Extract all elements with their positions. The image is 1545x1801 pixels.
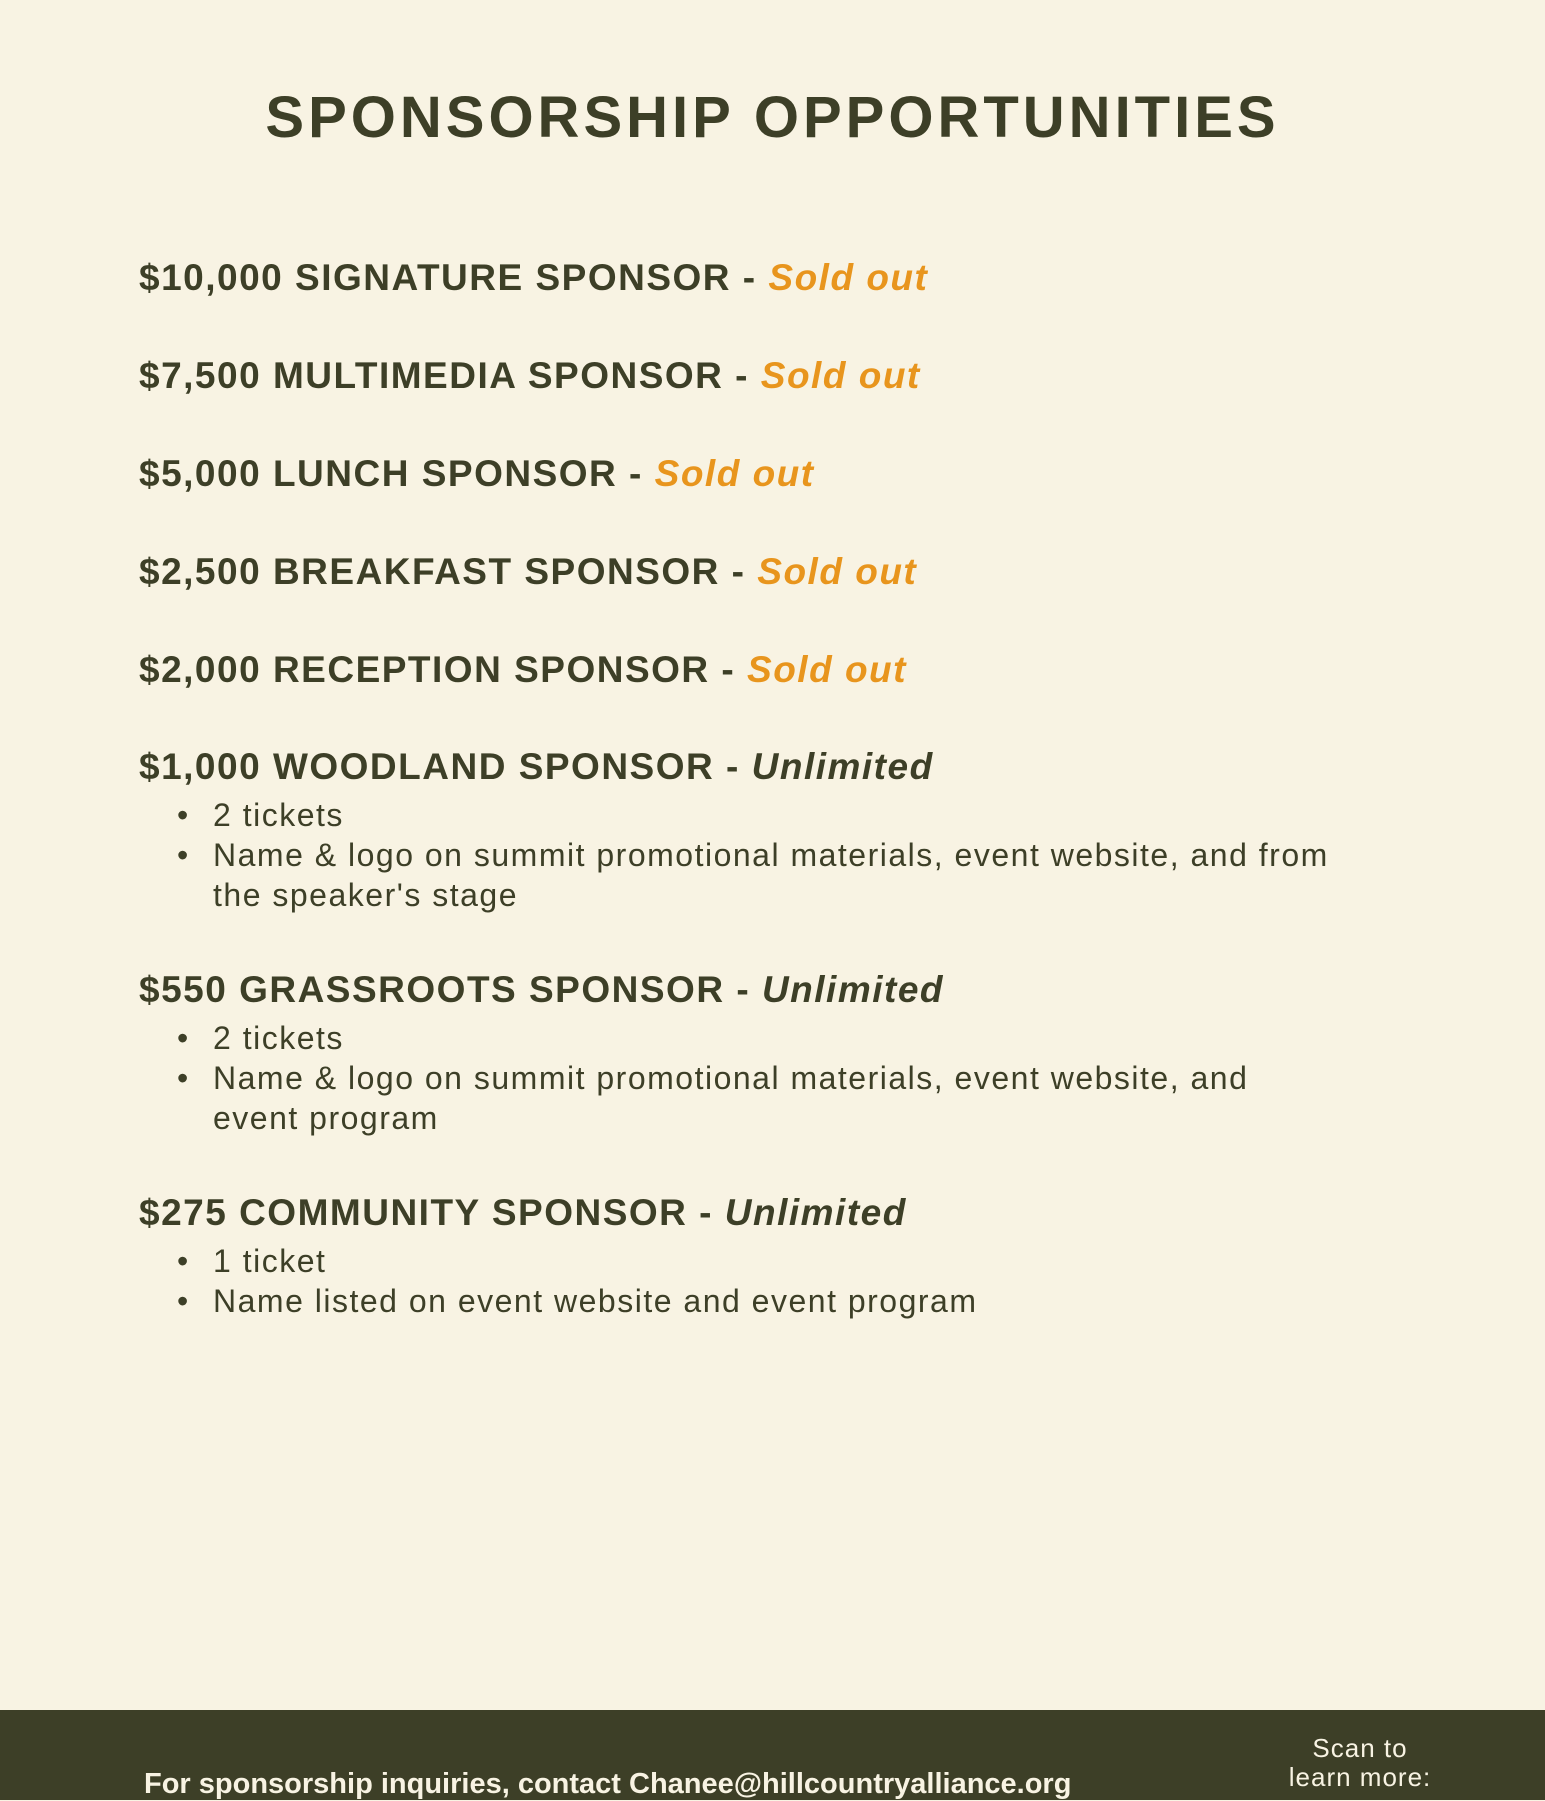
benefit-text: Name listed on event website and event program <box>213 1283 978 1319</box>
scan-line-2: learn more: <box>1288 1762 1432 1792</box>
tier-name: $5,000 LUNCH SPONSOR <box>139 453 618 494</box>
tier-separator: - <box>719 551 758 592</box>
scan-line-1: Scan to <box>1312 1733 1408 1763</box>
tier-heading <box>139 354 921 398</box>
tier-multimedia <box>139 354 921 398</box>
tier-separator: - <box>724 969 762 1010</box>
tier-heading <box>139 745 1343 789</box>
tier-name: $550 GRASSROOTS SPONSOR <box>139 969 725 1010</box>
benefit-text: 2 tickets <box>213 1020 344 1056</box>
status-badge: Sold out <box>757 551 918 592</box>
status-badge: Sold out <box>760 355 921 396</box>
tier-separator: - <box>709 649 748 690</box>
bullet-icon: • <box>177 837 190 873</box>
status-badge: Unlimited <box>751 746 934 787</box>
tier-separator: - <box>687 1192 725 1233</box>
tier-separator: - <box>731 257 769 298</box>
benefit-text: Name & logo on summit promotional materials, event website, and from the speaker's stage <box>213 837 1329 913</box>
benefit-list <box>139 1018 1343 1138</box>
tier-separator: - <box>714 746 752 787</box>
page-title: SPONSORSHIP OPPORTUNITIES <box>265 85 1280 150</box>
bullet-icon: • <box>177 797 190 833</box>
tier-separator: - <box>617 453 655 494</box>
status-badge: Unlimited <box>761 969 944 1010</box>
list-item <box>177 1241 978 1281</box>
tier-heading <box>139 256 928 300</box>
status-badge: Sold out <box>654 453 815 494</box>
tier-name: $1,000 WOODLAND SPONSOR <box>139 746 715 787</box>
list-item <box>177 1281 978 1321</box>
tier-heading <box>139 648 907 692</box>
benefit-list <box>139 795 1343 915</box>
tier-grassroots <box>139 968 1343 1138</box>
tier-name: $2,500 BREAKFAST SPONSOR <box>139 551 720 592</box>
list-item <box>177 1018 1343 1058</box>
list-item <box>177 835 1343 915</box>
tier-separator: - <box>723 355 761 396</box>
tier-name: $10,000 SIGNATURE SPONSOR <box>139 257 731 298</box>
bullet-icon: • <box>177 1243 190 1279</box>
tier-woodland <box>139 745 1343 915</box>
contact-text: For sponsorship inquiries, contact Chanee@hillcountryalliance.org <box>144 1768 1072 1800</box>
status-badge: Sold out <box>768 257 929 298</box>
tier-community <box>139 1191 978 1321</box>
benefit-list <box>139 1241 978 1321</box>
status-badge: Unlimited <box>724 1192 907 1233</box>
tier-name: $275 COMMUNITY SPONSOR <box>139 1192 688 1233</box>
tier-heading <box>139 1191 978 1235</box>
benefit-text: Name & logo on summit promotional materials, event website, and event program <box>213 1060 1249 1136</box>
list-item <box>177 795 1343 835</box>
tier-heading <box>139 452 815 496</box>
bullet-icon: • <box>177 1060 190 1096</box>
list-item <box>177 1058 1343 1138</box>
scan-prompt <box>1260 1734 1460 1792</box>
footer-bar <box>0 1710 1545 1800</box>
tier-signature <box>139 256 928 300</box>
tier-name: $7,500 MULTIMEDIA SPONSOR <box>139 355 724 396</box>
tier-name: $2,000 RECEPTION SPONSOR <box>139 649 710 690</box>
tier-lunch <box>139 452 815 496</box>
bullet-icon: • <box>177 1283 190 1319</box>
status-badge: Sold out <box>747 649 907 690</box>
tier-reception <box>139 648 907 692</box>
benefit-text: 2 tickets <box>213 797 344 833</box>
tier-breakfast <box>139 550 917 594</box>
tier-heading <box>139 550 917 594</box>
tier-heading <box>139 968 1343 1012</box>
benefit-text: 1 ticket <box>213 1243 327 1279</box>
bullet-icon: • <box>177 1020 190 1056</box>
